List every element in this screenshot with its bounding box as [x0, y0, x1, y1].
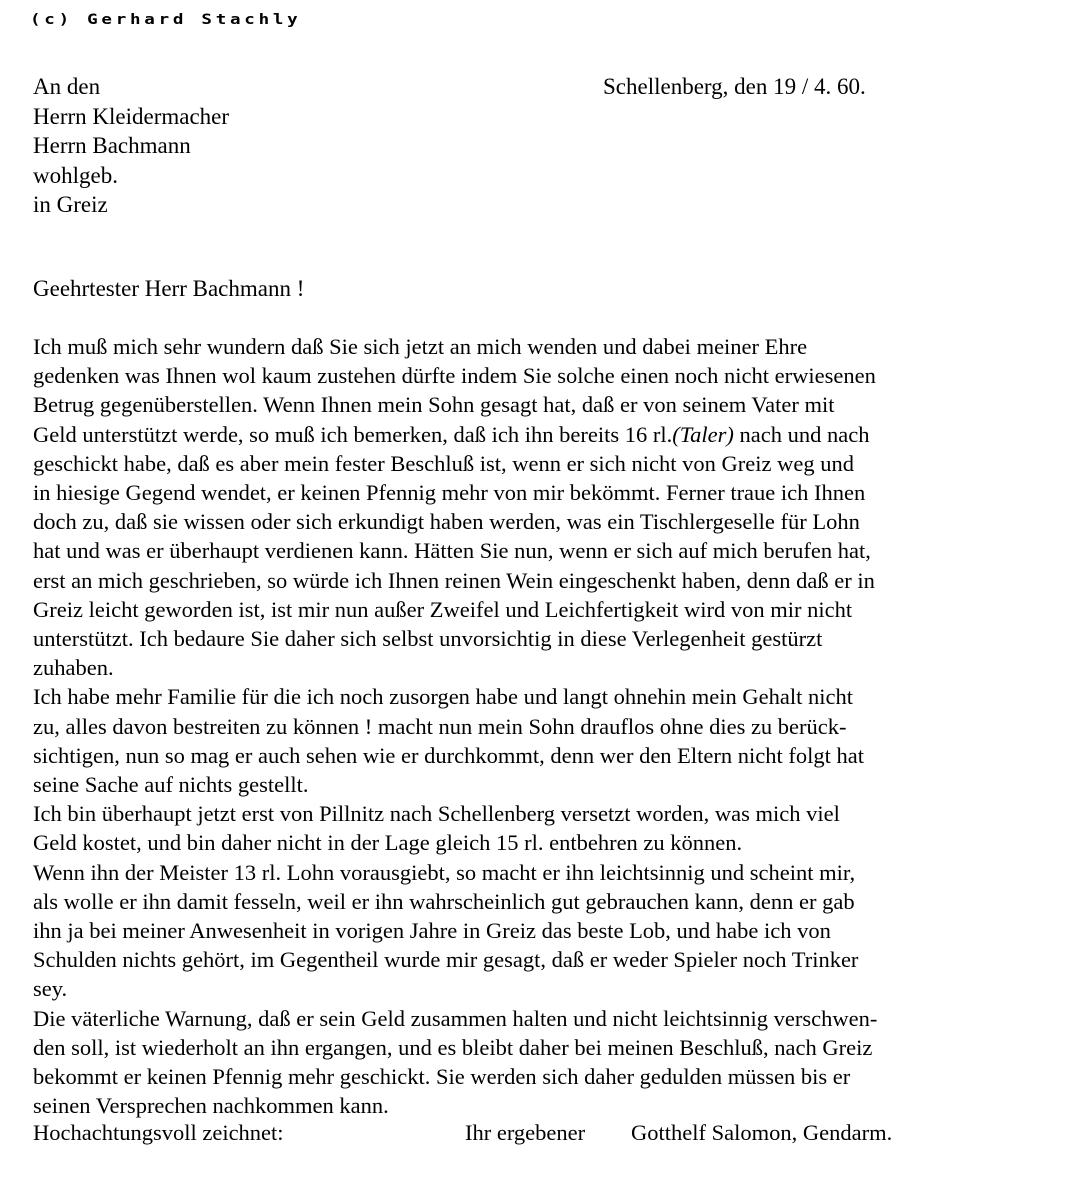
body-line: Geld kostet, und bin daher nicht in der Lage gleich 15 rl. entbehren zu können.	[33, 830, 743, 856]
body-line	[33, 420, 877, 449]
copyright-notice: (c) Gerhard Stachly	[30, 12, 302, 28]
address-line: wohlgeb.	[33, 162, 118, 188]
closing-phrase: Hochachtungsvoll zeichnet:	[33, 1120, 284, 1145]
body-line: sichtigen, nun so mag er auch sehen wie er durchkommt, denn wer den Eltern nicht folgt hat	[33, 742, 865, 768]
body-line: doch zu, daß sie wissen oder sich erkundigt haben werden, was ein Tischlergeselle für Lohn	[33, 509, 860, 535]
address-line: Herrn Bachmann	[33, 133, 191, 158]
closing-regards: Ihr ergebener	[465, 1120, 586, 1145]
body-line: den soll, ist wiederholt an ihn ergangen, und es bleibt daher bei meinen Beschluß, nach Greiz	[33, 1034, 873, 1060]
body-line: erst an mich geschrieben, so würde ich Ihnen reinen Wein eingeschenkt haben, denn daß er in	[33, 567, 875, 593]
recipient-address	[33, 72, 229, 220]
salutation: Geehrtester Herr Bachmann !	[33, 276, 305, 301]
body-line-text: nach und nach	[733, 421, 870, 447]
body-line: sey.	[33, 976, 68, 1002]
body-line: ihn ja bei meiner Anwesenheit in vorigen Jahre in Greiz das beste Lob, und habe ich von	[33, 918, 831, 944]
address-line: An den	[33, 74, 101, 99]
body-line: bekommt er keinen Pfennig mehr geschickt. Sie werden sich daher gedulden müssen bis er	[33, 1064, 851, 1090]
body-line: Wenn ihn der Meister 13 rl. Lohn vorausgiebt, so macht er ihn leichtsinnig und scheint mir,	[33, 859, 856, 885]
body-line: geschickt habe, daß es aber mein fester Beschluß ist, wenn er sich nicht von Greiz weg und	[33, 450, 854, 476]
body-line: Ich bin überhaupt jetzt erst von Pillnitz nach Schellenberg versetzt worden, was mich viel	[33, 801, 840, 827]
body-line: Schulden nichts gehört, im Gegentheil wurde mir gesagt, daß er weder Spieler noch Trinker	[33, 947, 859, 973]
address-line: Herrn Kleidermacher	[33, 103, 230, 129]
body-line: zu, alles davon bestreiten zu können ! macht nun mein Sohn drauflos ohne dies zu berück-	[33, 713, 847, 739]
body-line: unterstützt. Ich bedaure Sie daher sich selbst unvorsichtig in diese Verlegenheit gestürzt	[33, 626, 823, 652]
signature: Gotthelf Salomon, Gendarm.	[631, 1120, 893, 1145]
body-line: zuhaben.	[33, 655, 114, 681]
address-line: in Greiz	[33, 192, 108, 217]
body-line: Ich habe mehr Familie für die ich noch zusorgen habe und langt ohnehin mein Gehalt nicht	[33, 684, 853, 710]
currency-note: (Taler)	[672, 421, 734, 447]
body-line: Die väterliche Warnung, daß er sein Geld zusammen halten und nicht leichtsinnig verschwen-	[33, 1005, 878, 1031]
body-line: seine Sache auf nichts gestellt.	[33, 772, 309, 798]
closing	[33, 1118, 1033, 1148]
body-line: Betrug gegenüberstellen. Wenn Ihnen mein Sohn gesagt hat, daß er von seinem Vater mit	[33, 392, 835, 418]
body-line: gedenken was Ihnen wol kaum zustehen dürfte indem Sie solche einen noch nicht erwiesenen	[33, 363, 876, 389]
body-line: seinen Versprechen nachkommen kann.	[33, 1093, 389, 1119]
body-line-text: Geld unterstützt werde, so muß ich bemerken, daß ich ihn bereits 16 rl.	[33, 421, 673, 447]
body-line: Greiz leicht geworden ist, ist mir nun außer Zweifel und Leichfertigkeit wird von mir nicht	[33, 596, 853, 622]
body-line: in hiesige Gegend wendet, er keinen Pfennig mehr von mir bekömmt. Ferner traue ich Ihnen	[33, 480, 866, 506]
letter-body	[33, 332, 877, 1120]
body-line: als wolle er ihn damit fesseln, weil er ihn wahrscheinlich gut gebrauchen kann, denn er gab	[33, 888, 855, 914]
place-and-date: Schellenberg, den 19 / 4. 60.	[603, 74, 866, 99]
body-line: hat und was er überhaupt verdienen kann. Hätten Sie nun, wenn er sich auf mich berufen hat,	[33, 538, 871, 564]
body-line: Ich muß mich sehr wundern daß Sie sich jetzt an mich wenden und dabei meiner Ehre	[33, 334, 808, 359]
